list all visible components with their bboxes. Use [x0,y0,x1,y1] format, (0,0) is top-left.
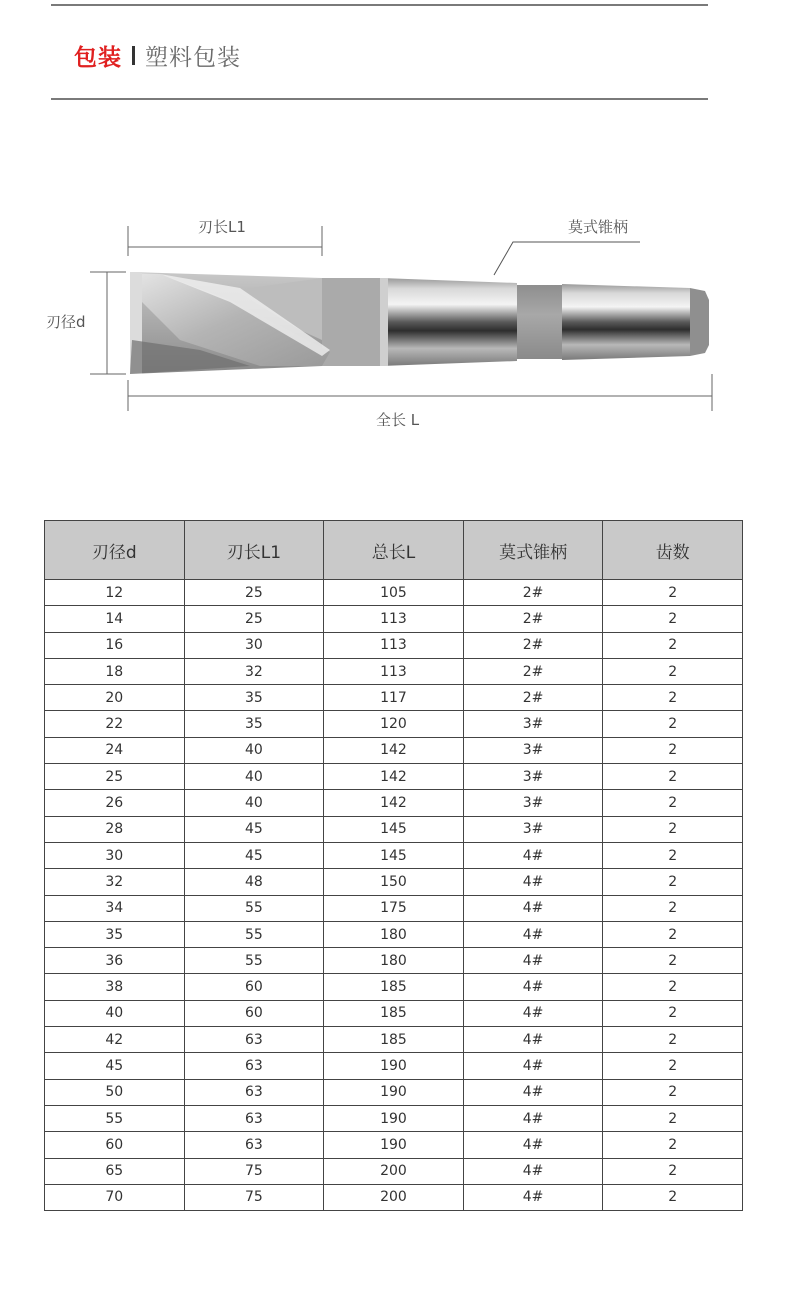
table-cell: 180 [324,948,464,974]
table-row [45,869,743,895]
table-cell: 75 [184,1184,324,1210]
table-cell: 145 [324,816,464,842]
table-cell: 2 [603,1027,743,1053]
top-divider [51,4,708,6]
table-cell: 185 [324,1027,464,1053]
table-cell: 2# [463,658,603,684]
table-row [45,685,743,711]
table-cell: 26 [45,790,185,816]
table-cell: 2 [603,1184,743,1210]
table-row [45,1000,743,1026]
table-cell: 3# [463,711,603,737]
blade-diameter-label: 刃径d [46,313,86,331]
table-cell: 63 [184,1079,324,1105]
table-cell: 105 [324,580,464,606]
table-cell: 190 [324,1132,464,1158]
table-cell: 2 [603,1158,743,1184]
table-cell: 2 [603,974,743,1000]
table-cell: 18 [45,658,185,684]
table-cell: 4# [463,1132,603,1158]
table-row [45,606,743,632]
table-cell: 55 [45,1105,185,1131]
table-cell: 45 [184,842,324,868]
table-row [45,1184,743,1210]
table-cell: 40 [45,1000,185,1026]
table-cell: 150 [324,869,464,895]
table-cell: 3# [463,790,603,816]
column-header-teeth: 齿数 [603,521,743,580]
table-cell: 2# [463,632,603,658]
table-cell: 142 [324,764,464,790]
table-cell: 4# [463,869,603,895]
table-cell: 16 [45,632,185,658]
table-row [45,948,743,974]
table-cell: 120 [324,711,464,737]
table-cell: 2 [603,869,743,895]
table-cell: 40 [184,737,324,763]
table-cell: 14 [45,606,185,632]
table-cell: 190 [324,1105,464,1131]
table-cell: 2 [603,816,743,842]
table-cell: 55 [184,948,324,974]
table-cell: 45 [184,816,324,842]
column-header-blade-length: 刃长L1 [184,521,324,580]
table-row [45,974,743,1000]
table-cell: 4# [463,1000,603,1026]
table-cell: 4# [463,1027,603,1053]
column-header-total-length: 总长L [324,521,464,580]
table-cell: 117 [324,685,464,711]
table-cell: 2 [603,790,743,816]
table-cell: 35 [184,711,324,737]
table-row [45,632,743,658]
table-cell: 2 [603,580,743,606]
table-row [45,895,743,921]
table-cell: 2 [603,1053,743,1079]
table-cell: 20 [45,685,185,711]
table-row [45,1079,743,1105]
table-row [45,711,743,737]
table-cell: 2 [603,1105,743,1131]
table-cell: 28 [45,816,185,842]
table-cell: 113 [324,632,464,658]
table-cell: 2 [603,658,743,684]
table-row [45,764,743,790]
table-cell: 200 [324,1158,464,1184]
table-cell: 4# [463,1105,603,1131]
table-cell: 32 [45,869,185,895]
header-divider [51,98,708,100]
table-cell: 185 [324,974,464,1000]
table-cell: 145 [324,842,464,868]
table-cell: 4# [463,974,603,1000]
table-cell: 4# [463,1079,603,1105]
table-cell: 24 [45,737,185,763]
table-cell: 190 [324,1053,464,1079]
table-cell: 36 [45,948,185,974]
end-mill-diagram [0,190,800,440]
table-cell: 30 [184,632,324,658]
spec-table [44,520,743,1211]
total-length-label: 全长 L [376,411,420,429]
table-cell: 48 [184,869,324,895]
table-cell: 63 [184,1053,324,1079]
table-cell: 25 [184,606,324,632]
table-cell: 32 [184,658,324,684]
column-header-blade-diameter: 刃径d [45,521,185,580]
table-cell: 175 [324,895,464,921]
table-cell: 4# [463,1184,603,1210]
table-row [45,921,743,947]
column-header-morse-taper: 莫式锥柄 [463,521,603,580]
table-cell: 55 [184,921,324,947]
table-cell: 2# [463,685,603,711]
table-cell: 2 [603,764,743,790]
table-cell: 40 [184,764,324,790]
table-cell: 50 [45,1079,185,1105]
section-title [74,38,241,72]
table-row [45,790,743,816]
table-cell: 2 [603,948,743,974]
table-row [45,1053,743,1079]
table-cell: 42 [45,1027,185,1053]
table-row [45,580,743,606]
table-cell: 3# [463,737,603,763]
table-row [45,1105,743,1131]
table-cell: 4# [463,895,603,921]
table-cell: 2 [603,606,743,632]
table-cell: 142 [324,737,464,763]
table-row [45,816,743,842]
table-row [45,842,743,868]
table-cell: 60 [184,974,324,1000]
table-cell: 2 [603,1000,743,1026]
table-cell: 30 [45,842,185,868]
table-body [45,580,743,1211]
table-cell: 190 [324,1079,464,1105]
table-cell: 35 [184,685,324,711]
table-cell: 55 [184,895,324,921]
table-cell: 4# [463,921,603,947]
table-cell: 2 [603,921,743,947]
table-cell: 2 [603,1079,743,1105]
table-cell: 4# [463,1053,603,1079]
table-cell: 200 [324,1184,464,1210]
table-cell: 2# [463,606,603,632]
table-cell: 45 [45,1053,185,1079]
table-row [45,737,743,763]
table-cell: 3# [463,816,603,842]
table-cell: 4# [463,1158,603,1184]
table-cell: 4# [463,842,603,868]
title-separator [132,46,135,65]
table-row [45,1132,743,1158]
table-cell: 2 [603,1132,743,1158]
table-cell: 75 [184,1158,324,1184]
blade-length-label: 刃长L1 [198,218,246,236]
table-cell: 2 [603,895,743,921]
table-cell: 2 [603,685,743,711]
table-cell: 65 [45,1158,185,1184]
table-cell: 4# [463,948,603,974]
table-cell: 3# [463,764,603,790]
table-cell: 38 [45,974,185,1000]
table-cell: 35 [45,921,185,947]
table-cell: 2 [603,737,743,763]
table-row [45,658,743,684]
table-cell: 12 [45,580,185,606]
table-cell: 60 [45,1132,185,1158]
table-cell: 2 [603,632,743,658]
title-accent: 包装 [74,44,122,71]
table-cell: 2 [603,842,743,868]
table-row [45,1027,743,1053]
table-cell: 63 [184,1132,324,1158]
title-subtitle: 塑料包装 [145,44,241,71]
table-header-row [45,521,743,580]
table-cell: 2# [463,580,603,606]
table-cell: 22 [45,711,185,737]
table-cell: 25 [184,580,324,606]
table-cell: 60 [184,1000,324,1026]
table-cell: 185 [324,1000,464,1026]
table-cell: 70 [45,1184,185,1210]
table-cell: 63 [184,1105,324,1131]
table-cell: 113 [324,606,464,632]
table-cell: 180 [324,921,464,947]
table-cell: 63 [184,1027,324,1053]
end-mill-illustration [0,190,800,440]
table-cell: 34 [45,895,185,921]
table-cell: 142 [324,790,464,816]
table-cell: 25 [45,764,185,790]
table-row [45,1158,743,1184]
table-cell: 40 [184,790,324,816]
table-cell: 113 [324,658,464,684]
morse-taper-label: 莫式锥柄 [568,218,629,236]
table-cell: 2 [603,711,743,737]
